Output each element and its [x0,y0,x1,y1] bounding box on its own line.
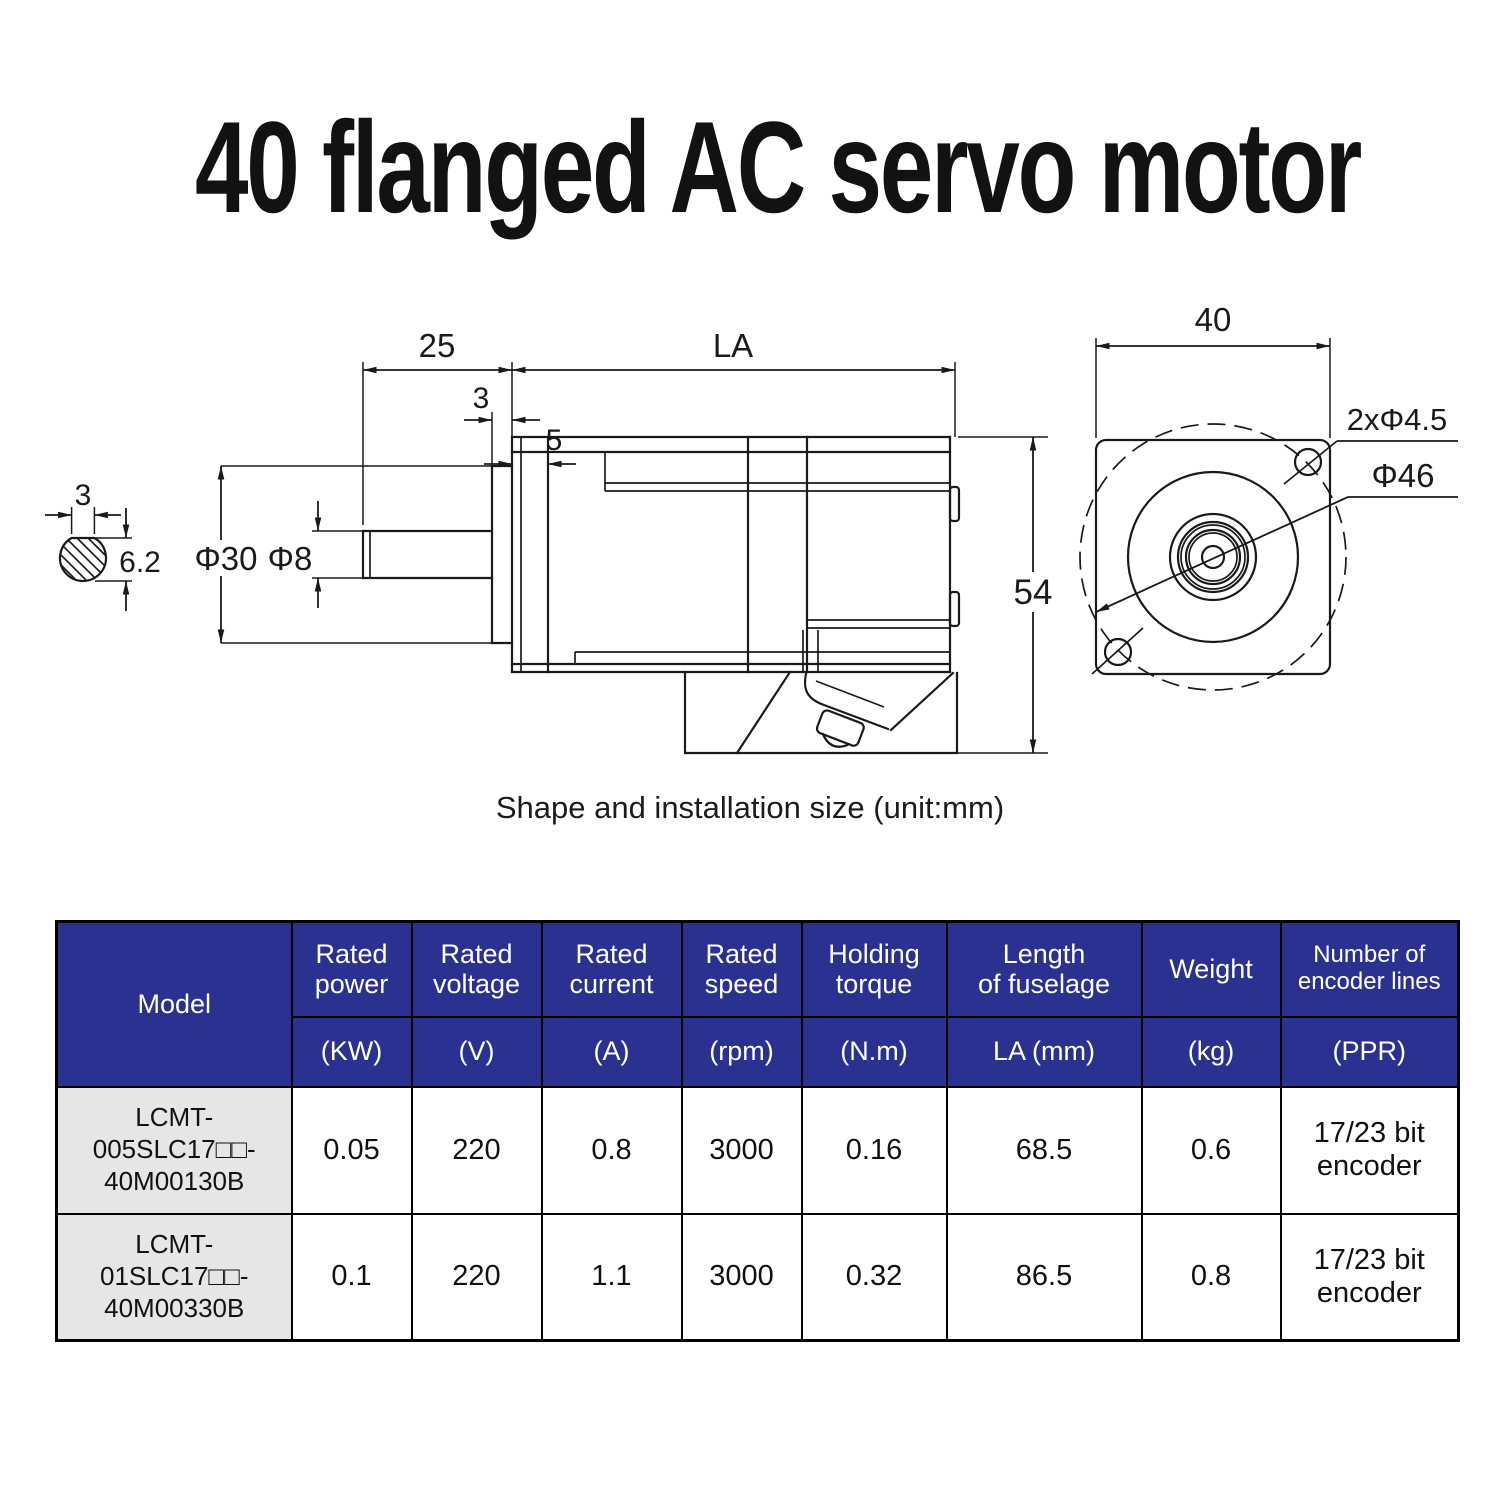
weight-value: 0.6 [1142,1087,1281,1214]
unit-rated-power: (KW) [292,1017,412,1087]
header-line: Length [1002,939,1086,970]
dim-shaft-length: 25 [418,327,456,364]
header-line: Rated [575,939,648,970]
table-row [57,1087,1459,1214]
model-line: LCMT- [135,1229,214,1260]
spec-table [55,920,1460,1342]
page-title: 40 flanged AC servo motor [195,94,1361,240]
encoder-line: encoder [1316,1276,1422,1309]
connector-plug [813,709,865,754]
rated-voltage-value: 220 [412,1087,542,1214]
side-view [190,327,1062,754]
header-line: voltage [432,969,521,1000]
rated-current-value: 1.1 [542,1214,682,1341]
holding-torque-value: 0.16 [802,1087,947,1214]
holding-torque-value: 0.32 [802,1214,947,1341]
spec-table-container [55,920,1460,1342]
dim-total-height: 54 [1013,573,1053,612]
unit-rated-speed: (rpm) [682,1017,802,1087]
rated-speed-value: 3000 [682,1087,802,1214]
dim-front-step: 5 [545,424,563,457]
model-line: LCMT- [135,1102,214,1133]
fuselage-length-value: 86.5 [947,1214,1142,1341]
model-line: 40M00130B [104,1165,245,1196]
encoder-line: encoder [1316,1150,1422,1182]
dim-flat-width: 3 [74,479,92,512]
rated-power-value: 0.05 [292,1087,412,1214]
header-line: torque [835,969,913,1000]
encoder-line: 17/23 bit [1313,1243,1425,1276]
rated-voltage-value: 220 [412,1214,542,1341]
front-view [1080,301,1458,690]
col-header-weight [1142,922,1281,1017]
header-line: encoder lines [1297,968,1441,996]
header-line: Rated [705,939,778,970]
col-header-rated-power [292,922,412,1017]
header-line: current [569,969,654,1000]
header-line: Holding [828,939,920,970]
header-line: Number of [1313,941,1426,969]
unit-weight: (kg) [1142,1017,1281,1087]
model-cell [57,1214,292,1341]
dim-pilot-dia: Φ30 [194,540,258,577]
model-line: 01SLC17□□- [100,1260,249,1291]
fuselage-length-value: 68.5 [947,1087,1142,1214]
col-header-rated-speed [682,922,802,1017]
header-line: speed [704,969,779,1000]
header-line: Rated [440,939,513,970]
encoder-lines-value [1281,1214,1459,1341]
encoder-lines-value [1281,1087,1459,1214]
encoder-line: 17/23 bit [1313,1117,1425,1149]
unit-rated-voltage: (V) [412,1017,542,1087]
weight-value: 0.8 [1142,1214,1281,1341]
label-bolt-circle: Φ46 [1371,457,1435,494]
dim-boss-depth: 3 [472,382,490,415]
dim-flat-depth: 6.2 [119,546,161,579]
drawing-caption: Shape and installation size (unit:mm) [495,790,1005,825]
label-mount-holes: 2xΦ4.5 [1346,402,1448,437]
rated-current-value: 0.8 [542,1087,682,1214]
dim-body-length: LA [712,327,754,364]
col-header-rated-voltage [412,922,542,1017]
col-header-model: Model [57,922,292,1087]
unit-fuselage-length: LA (mm) [947,1017,1142,1087]
model-line: 40M00330B [104,1292,245,1323]
model-cell [57,1087,292,1214]
unit-rated-current: (A) [542,1017,682,1087]
col-header-fuselage-length [947,922,1142,1017]
col-header-rated-current [542,922,682,1017]
col-header-encoder-lines [1281,922,1459,1017]
table-row [57,1214,1459,1341]
rated-speed-value: 3000 [682,1214,802,1341]
unit-encoder-lines: (PPR) [1281,1017,1459,1087]
header-line: of fuselage [977,969,1111,1000]
model-line: 005SLC17□□- [92,1134,256,1165]
header-line: Rated [315,939,388,970]
header-line: power [314,969,389,1000]
bolt-circle-dashed [1080,424,1346,690]
dim-flange-width: 40 [1194,301,1232,338]
col-header-holding-torque [802,922,947,1017]
header-line: Weight [1169,954,1253,985]
rated-power-value: 0.1 [292,1214,412,1341]
dim-shaft-dia: Φ8 [267,540,313,577]
shaft-section-detail [45,479,161,611]
unit-holding-torque: (N.m) [802,1017,947,1087]
